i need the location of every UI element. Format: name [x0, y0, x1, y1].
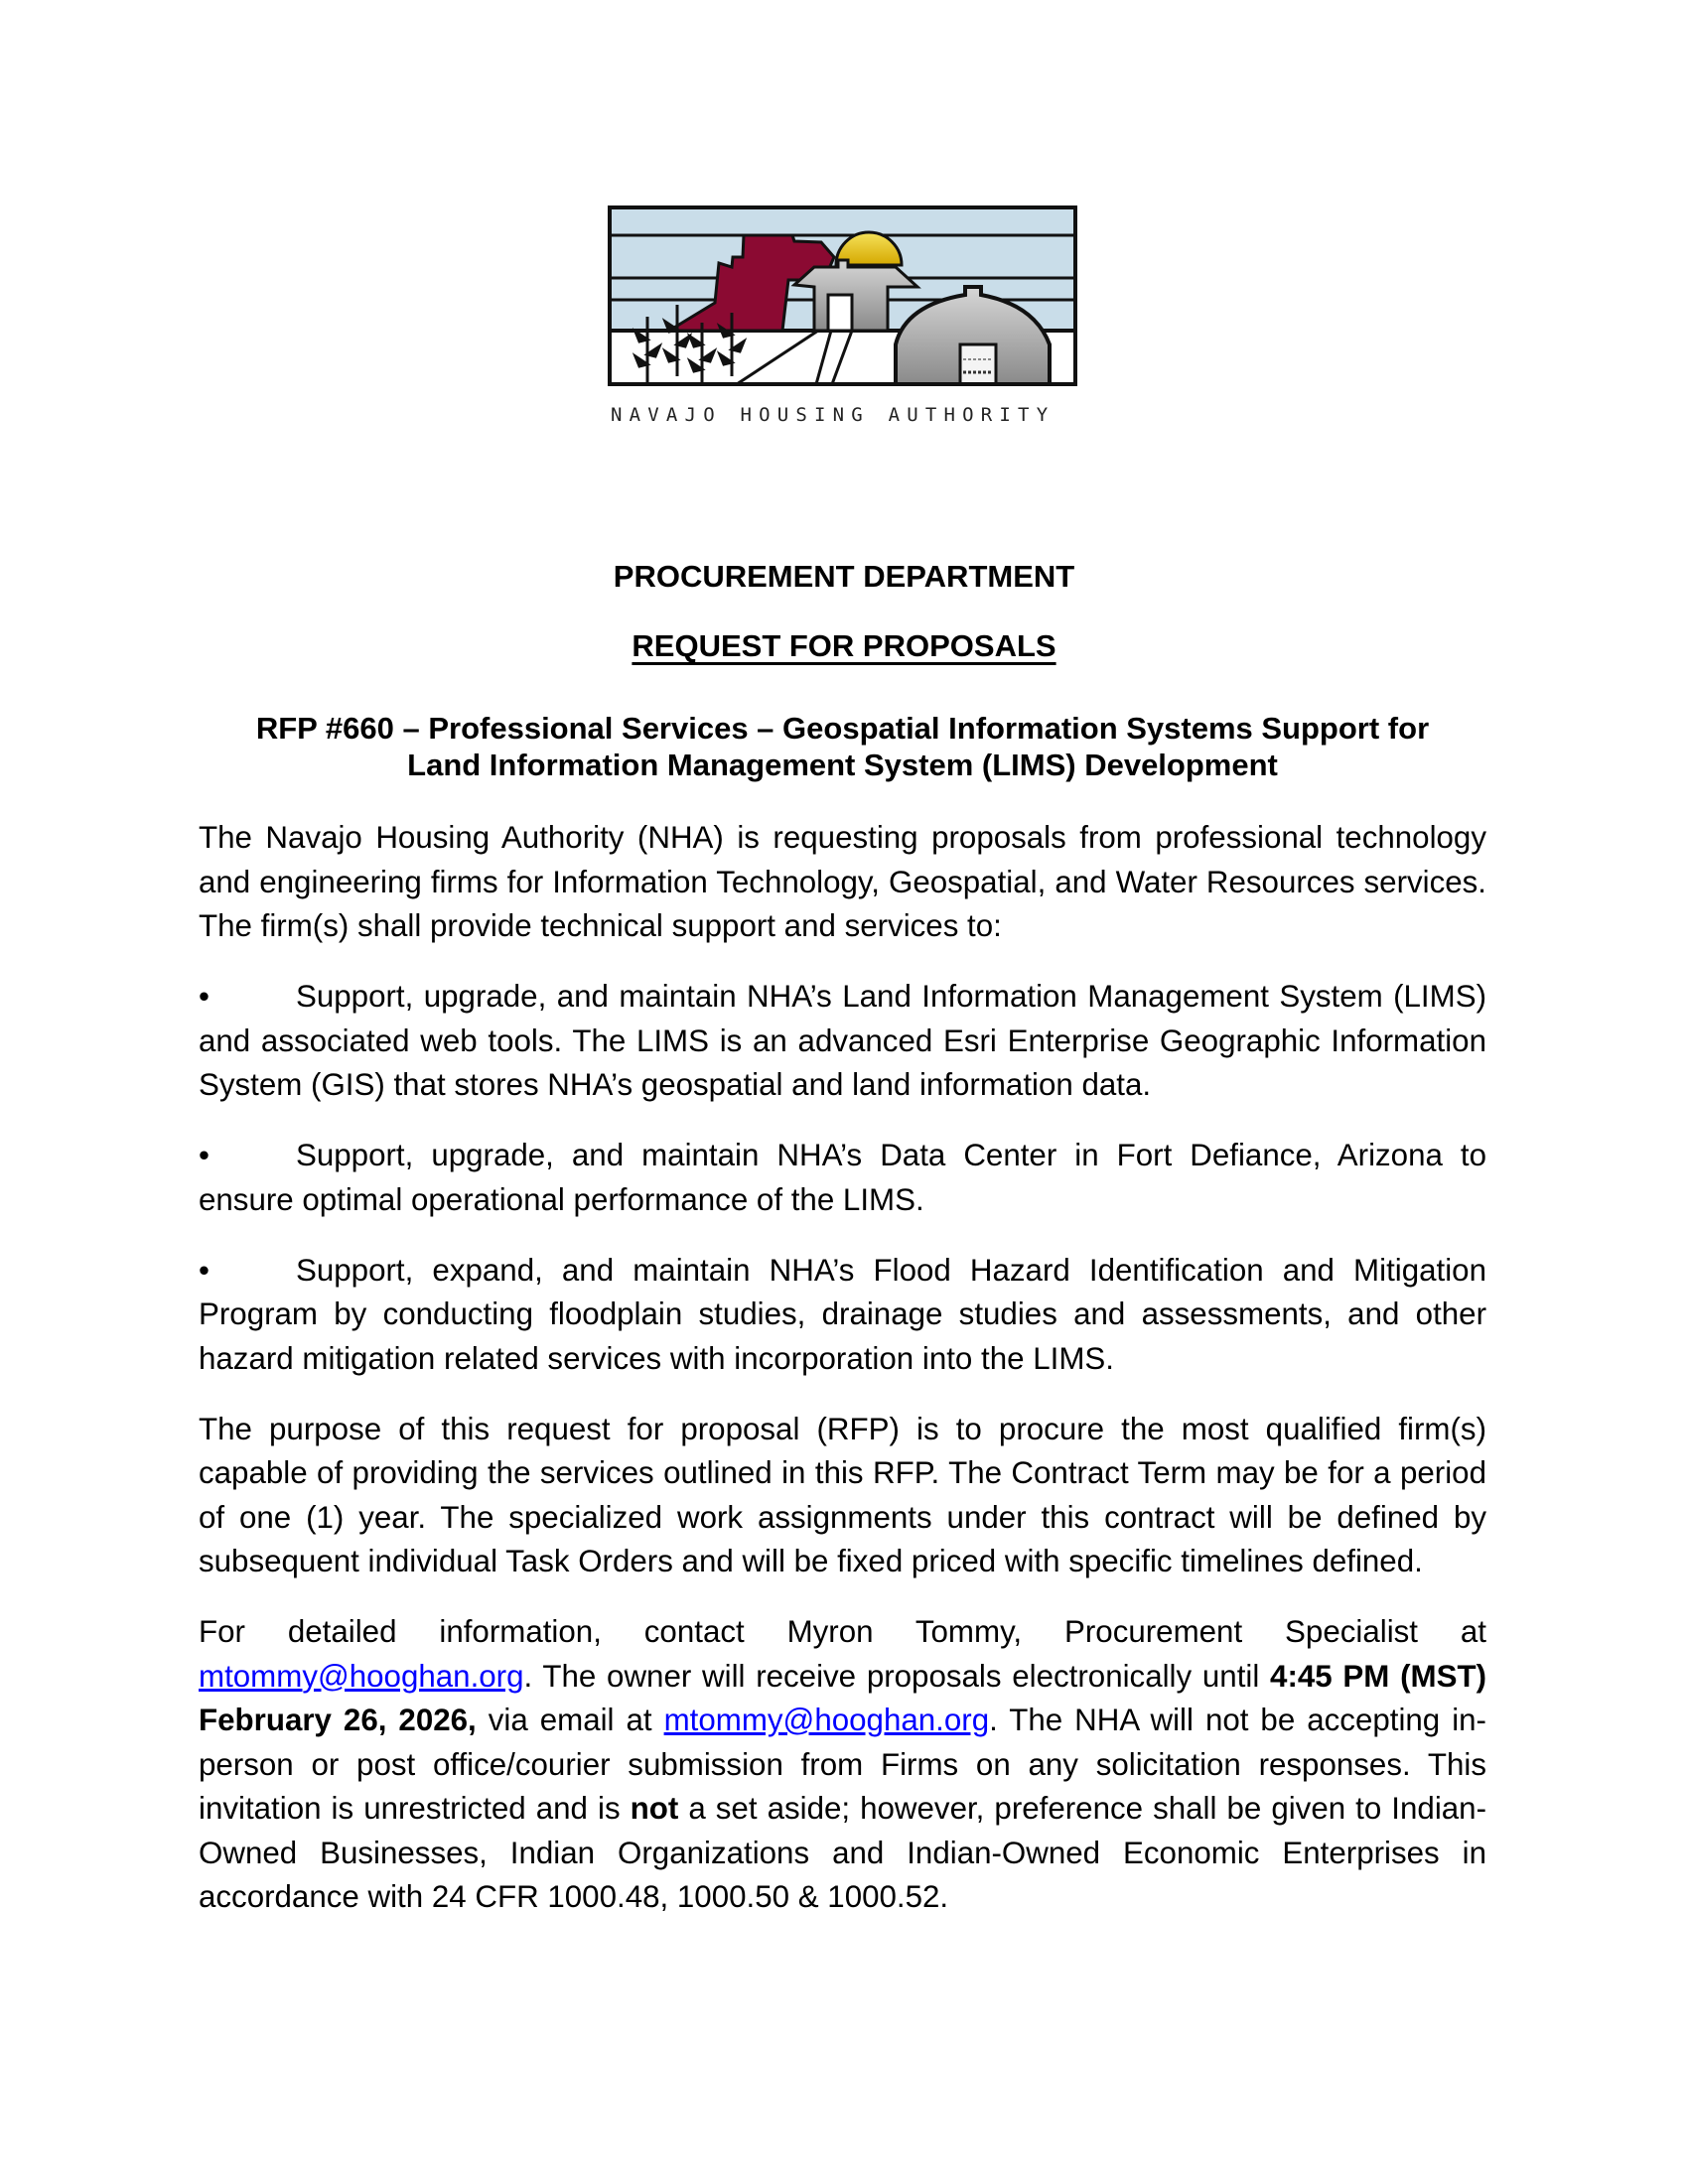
bullet-item: [199, 975, 1486, 1108]
bullet-icon: •: [199, 1252, 210, 1288]
email-link[interactable]: mtommy@hooghan.org: [663, 1703, 990, 1737]
document-body: [199, 816, 1486, 1946]
nha-logo: [608, 205, 1077, 426]
contact-text: . The NHA will not be accepting in-person or post office/courier submission from Firms on any solicitation responses. This invitation is unrestricted and is: [199, 1703, 1486, 1826]
contact-text: For detailed information, contact Myron Tommy, Procurement Specialist at: [199, 1614, 1486, 1649]
deadline-text: 4:45 PM (MST) February 26, 2026,: [199, 1658, 1487, 1737]
contact-text: a set aside; however, preference shall be given to Indian-Owned Businesses, Indian Organizations and Indian-Owned Economic Enterprises in accordance with 24 CFR 1000.48, 1000.50 & 1000.52.: [199, 1791, 1486, 1914]
rfp-project-title: [199, 710, 1486, 783]
bullet-icon: •: [199, 979, 210, 1014]
rfp-title-line-1: RFP #660 – Professional Services – Geospatial Information Systems Support for: [255, 711, 1430, 746]
bullet-item: [199, 1134, 1486, 1222]
logo-caption: NAVAJO HOUSING AUTHORITY: [611, 404, 1055, 426]
bullet-text: Support, expand, and maintain NHA’s Flood Hazard Identification and Mitigation Program by conducting floodplain studies, drainage studies and assessments, and other hazard mitigation related services with incorporation into the LIMS.: [199, 1252, 1486, 1376]
bullet-icon: •: [199, 1138, 210, 1172]
email-link[interactable]: mtommy@hooghan.org: [199, 1658, 524, 1694]
contact-text: . The owner will receive proposals electronically until: [523, 1658, 1271, 1694]
rfp-title-line-2: Land Information Management System (LIMS) Development: [407, 748, 1278, 782]
bullet-text: Support, upgrade, and maintain NHA’s Data Center in Fort Defiance, Arizona to ensure optimal operational performance of the LIMS.: [199, 1138, 1486, 1217]
logo-illustration-icon: [608, 205, 1077, 386]
intro-paragraph: The Navajo Housing Authority (NHA) is requesting proposals from professional technology and engineering firms for Information Technology, Geospatial, and Water Resources services. The firm(s) shall provide technical support and services to:: [199, 820, 1486, 943]
request-for-proposals-label: REQUEST FOR PROPOSALS: [632, 628, 1056, 663]
document-type-heading: [0, 628, 1688, 664]
not-emphasis: not: [630, 1791, 679, 1826]
bullet-item: [199, 1249, 1486, 1382]
bullet-text: Support, upgrade, and maintain NHA’s Land Information Management System (LIMS) and associated web tools. The LIMS is an advanced Esri Enterprise Geographic Information System (GIS) that stores NHA’s geospatial and land information data.: [199, 979, 1486, 1102]
department-heading: PROCUREMENT DEPARTMENT: [613, 559, 1075, 594]
purpose-paragraph: The purpose of this request for proposal (RFP) is to procure the most qualified firm(s) capable of providing the services outlined in this RFP. The Contract Term may be for a period of one (1) year. The specialized work assignments under this contract will be defined by subsequent individual Task Orders and will be fixed priced with specific timelines defined.: [199, 1411, 1486, 1578]
contact-paragraph: [199, 1610, 1486, 1920]
contact-text: via email at: [476, 1703, 664, 1737]
